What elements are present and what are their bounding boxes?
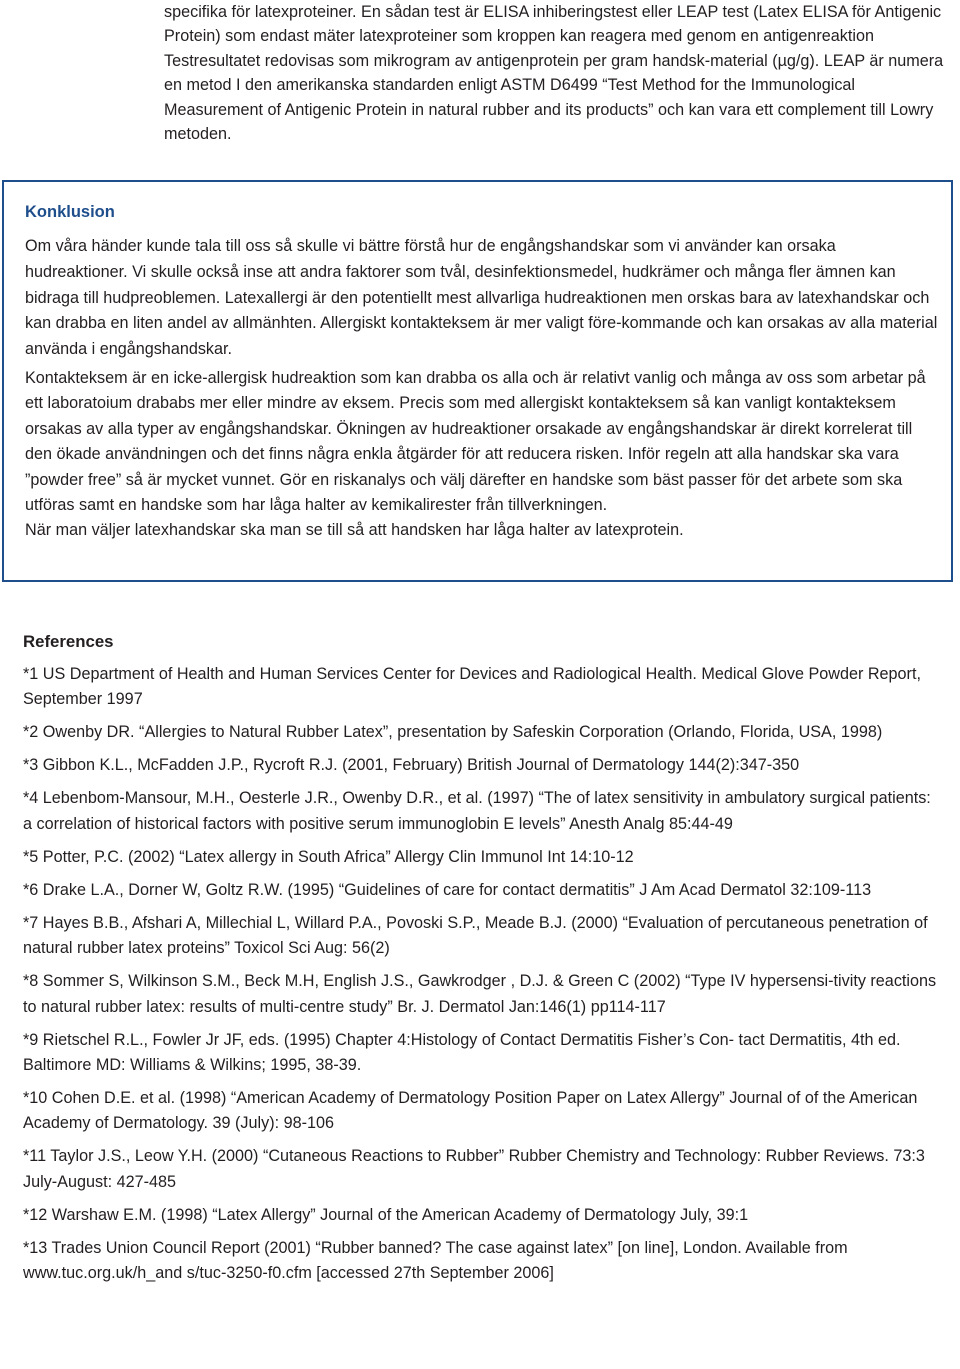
reference-item: *13 Trades Union Council Report (2001) “Rubber banned? The case against latex” [on line], London. Available from www.tuc.org.uk/h_and s/tuc-3250-f0.cfm [accessed 27th September 2006] — [23, 1238, 848, 1283]
reference-item: *4 Lebenbom-Mansour, M.H., Oesterle J.R., Owenby D.R., et al. (1997) “The of latex sensitivity in ambulatory surgical patients: a correlation of historical factors with positive serum immunoglobin E levels” Anesth Analg 85:44-49 — [23, 789, 931, 833]
reference-item: *12 Warshaw E.M. (1998) “Latex Allergy” Journal of the American Academy of Dermatology July, 39:1 — [23, 1205, 749, 1224]
reference-item: *7 Hayes B.B., Afshari A, Millechial L, Willard P.A., Povoski S.P., Meade B.J. (2000) “Evaluation of percutaneous penetration of natural rubber latex proteins” Toxicol Sci Aug: 56(2) — [23, 913, 928, 958]
conclusion-paragraph-group — [25, 366, 940, 544]
reference-item: *9 Rietschel R.L., Fowler Jr JF, eds. (1995) Chapter 4:Histology of Contact Dermatitis Fisher’s Con- tact Dermatitis, 4th ed. Baltimore MD: Williams & Wilkins; 1995, 38-39. — [23, 1030, 901, 1075]
conclusion-title: Konklusion — [25, 203, 115, 221]
conclusion-box — [2, 180, 953, 582]
reference-item: *2 Owenby DR. “Allergies to Natural Rubber Latex”, presentation by Safeskin Corporation (Orlando, Florida, USA, 1998) — [23, 723, 883, 742]
conclusion-paragraph-1: Om våra händer kunde tala till oss så skulle vi bättre förstå hur de engångshandskar som vi använder kan orsaka hudreaktioner. Vi skulle också inse att andra faktorer som tvål, desinfektionsmedel, hudkrämer och många fler ämnen kan bidraga till hudpreoblemen. Latexallergi är den potentiellt mest allvarliga hudreaktionen men orskas bara av latexhandskar och kan drabba en liten andel av allmänhten. Allergiskt kontakteksem är mer valigt före-kommande och kan orsakas av alla material använda i engångshandskar. — [25, 237, 938, 359]
references-list — [23, 662, 943, 1294]
reference-item: *10 Cohen D.E. et al. (1998) “American Academy of Dermatology Position Paper on Latex Allergy” Journal of of the American Academy of Dermatology. 39 (July): 98-106 — [23, 1089, 918, 1133]
intro-paragraph: specifika för latexproteiner. En sådan test är ELISA inhiberingstest eller LEAP test (Latex ELISA för Antigenic Protein) som endast mäter latexproteiner som kroppen kan reagera med genom en antigenreaktion Testresultatet redovisas som mikrogram av antigenprotein per gram handsk-material (µg/g). LEAP är numera en metod I den amerikanska standarden enligt ASTM D6499 “Test Method for the Immunological Measurement of Antigenic Protein in natural rubber and its products” och kan vara ett complement till Lowry metoden. — [164, 3, 944, 144]
references-title: References — [23, 632, 114, 651]
intro-section — [164, 0, 944, 146]
reference-item: *8 Sommer S, Wilkinson S.M., Beck M.H, English J.S., Gawkrodger , D.J. & Green C (2002) “Type IV hypersensi-tivity reactions to natural rubber latex: results of multi-centre study” Br. J. Dermatol Jan:146(1) pp114-117 — [23, 972, 937, 1016]
conclusion-paragraph-3: När man väljer latexhandskar ska man se till så att handsken har låga halter av latexprotein. — [25, 521, 684, 540]
reference-item: *11 Taylor J.S., Leow Y.H. (2000) “Cutaneous Reactions to Rubber” Rubber Chemistry and Technology: Rubber Reviews. 73:3 July-August: 427-485 — [23, 1147, 925, 1191]
reference-item: *5 Potter, P.C. (2002) “Latex allergy in South Africa” Allergy Clin Immunol Int 14:10-12 — [23, 847, 634, 866]
reference-item: *3 Gibbon K.L., McFadden J.P., Rycroft R.J. (2001, February) British Journal of Dermatology 144(2):347-350 — [23, 756, 800, 775]
reference-item: *6 Drake L.A., Dorner W, Goltz R.W. (1995) “Guidelines of care for contact dermatitis” J Am Acad Dermatol 32:109-113 — [23, 880, 872, 899]
conclusion-paragraph-2: Kontakteksem är en icke-allergisk hudreaktion som kan drabba os alla och är relativt vanlig och många av oss som arbetar på ett laboratoium drababs mer eller mindre av eksem. Precis som med allergiskt kontakteksem så kan vanligt kontakteksem orsakas av alla typer av engångshandskar. Ökningen av hudreaktioner orsakade av engångshandskar är direkt korrelerat till den ökade användningen och det finns några enkla åtgärder för att reducera risken. Inför regeln att alla handskar ska vara ”powder free” så är mycket vunnet. Gör en riskanalys och välj därefter en handske som bäst passer för det arbete som ska utföras samt en handske som har låga halter av kemikalirester från tillverkningen. — [25, 369, 926, 515]
reference-item: *1 US Department of Health and Human Services Center for Devices and Radiological Health. Medical Glove Powder Report, September 1997 — [23, 665, 921, 709]
